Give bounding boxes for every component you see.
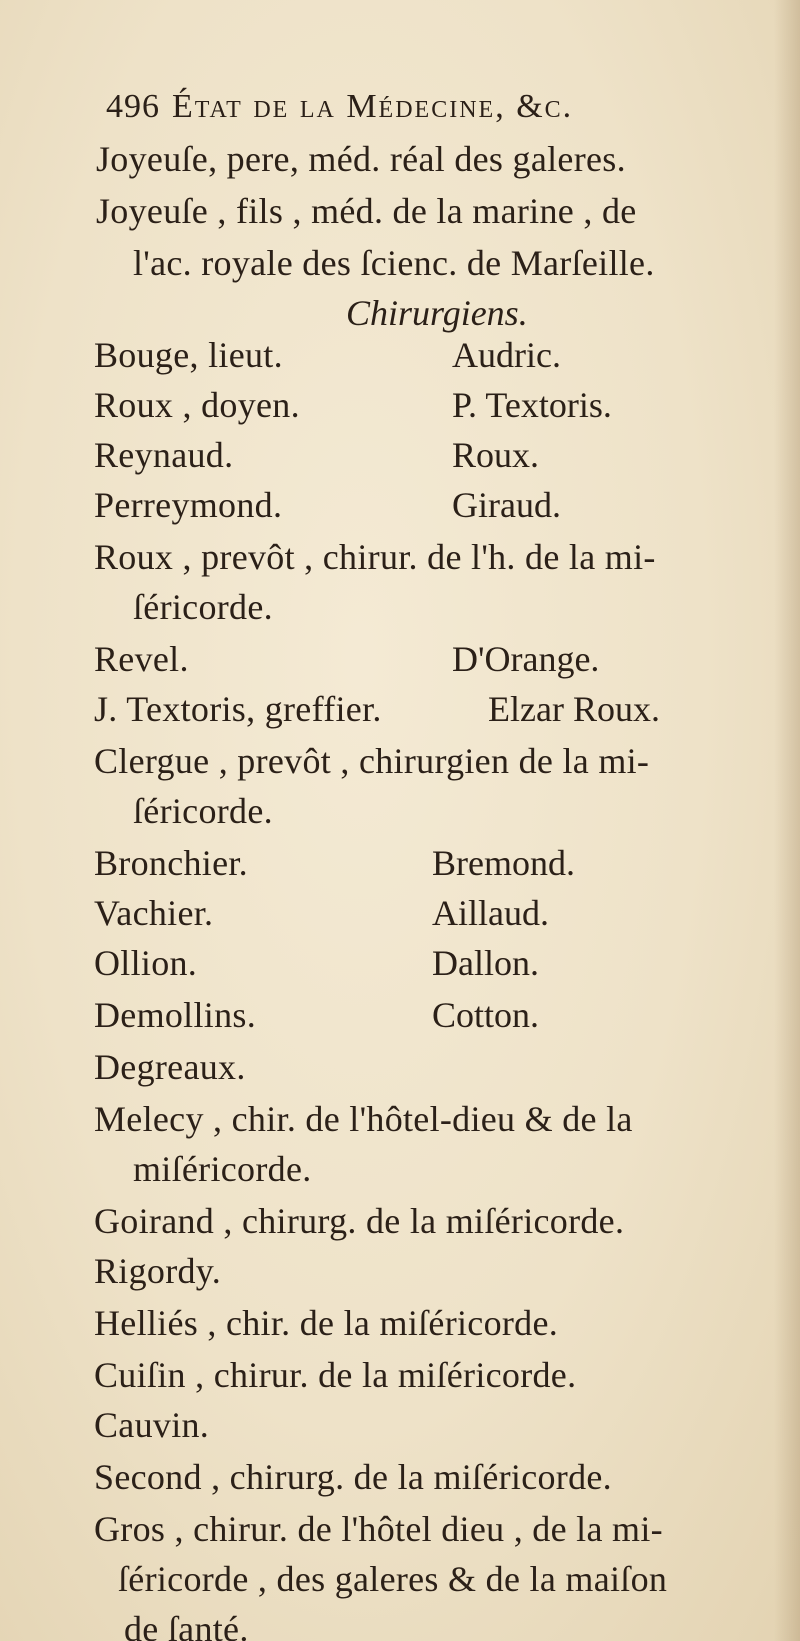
entry-right: Audric. <box>452 335 561 375</box>
entry-right: P. Textoris. <box>452 385 612 425</box>
entry-left: Bouge, lieut. <box>94 335 283 375</box>
entry-left: Ollion. <box>94 943 198 983</box>
entry-right: Bremond. <box>432 843 575 883</box>
intro-line: l'ac. royale des ſcienc. de Marſeille. <box>133 243 655 283</box>
page-number: 496 <box>106 88 160 125</box>
entry-line: Roux , prevôt , chirur. de l'h. de la mi- <box>94 537 656 577</box>
entry-line: Second , chirurg. de la miſéricorde. <box>94 1457 612 1497</box>
entry-right: Giraud. <box>452 485 561 525</box>
entry-line: ſéricorde. <box>133 791 273 831</box>
entry-line: Rigordy. <box>94 1251 222 1291</box>
section-title: Chirurgiens. <box>346 293 528 333</box>
entry-left: Perreymond. <box>94 485 283 525</box>
entry-left: Demollins. <box>94 995 256 1035</box>
entry-right: Elzar Roux. <box>488 689 660 729</box>
entry-right: Cotton. <box>432 995 540 1035</box>
entry-left: Roux , doyen. <box>94 385 300 425</box>
entry-line: Cauvin. <box>94 1405 210 1445</box>
entry-line: Goirand , chirurg. de la miſéricorde. <box>94 1201 625 1241</box>
entry-line: ſéricorde. <box>133 587 273 627</box>
entry-right: Dallon. <box>432 943 539 983</box>
intro-line: Joyeuſe , fils , méd. de la marine , de <box>96 191 637 231</box>
entry-line: Gros , chirur. de l'hôtel dieu , de la mi- <box>94 1509 663 1549</box>
intro-line: Joyeuſe, pere, méd. réal des galeres. <box>96 139 626 179</box>
entry-line: Degreaux. <box>94 1047 246 1087</box>
entry-line: ſéricorde , des galeres & de la maiſon <box>118 1559 668 1599</box>
entry-line: Cuiſin , chirur. de la miſéricorde. <box>94 1355 577 1395</box>
entry-line: Clergue , prevôt , chirurgien de la mi- <box>94 741 650 781</box>
running-header <box>106 88 573 126</box>
entry-right: Roux. <box>452 435 540 475</box>
running-title: État de la Médecine, &c. <box>172 88 574 125</box>
entry-left: Reynaud. <box>94 435 234 475</box>
entry-left: J. Textoris, greffier. <box>94 689 382 729</box>
entry-line: miſéricorde. <box>133 1149 312 1189</box>
entry-left: Vachier. <box>94 893 214 933</box>
entry-right: D'Orange. <box>452 639 600 679</box>
entry-line: de ſanté. <box>124 1609 249 1641</box>
entry-line: Helliés , chir. de la miſéricorde. <box>94 1303 559 1343</box>
entry-left: Revel. <box>94 639 189 679</box>
entry-line: Melecy , chir. de l'hôtel-dieu & de la <box>94 1099 633 1139</box>
entry-left: Bronchier. <box>94 843 248 883</box>
entry-right: Aillaud. <box>432 893 549 933</box>
